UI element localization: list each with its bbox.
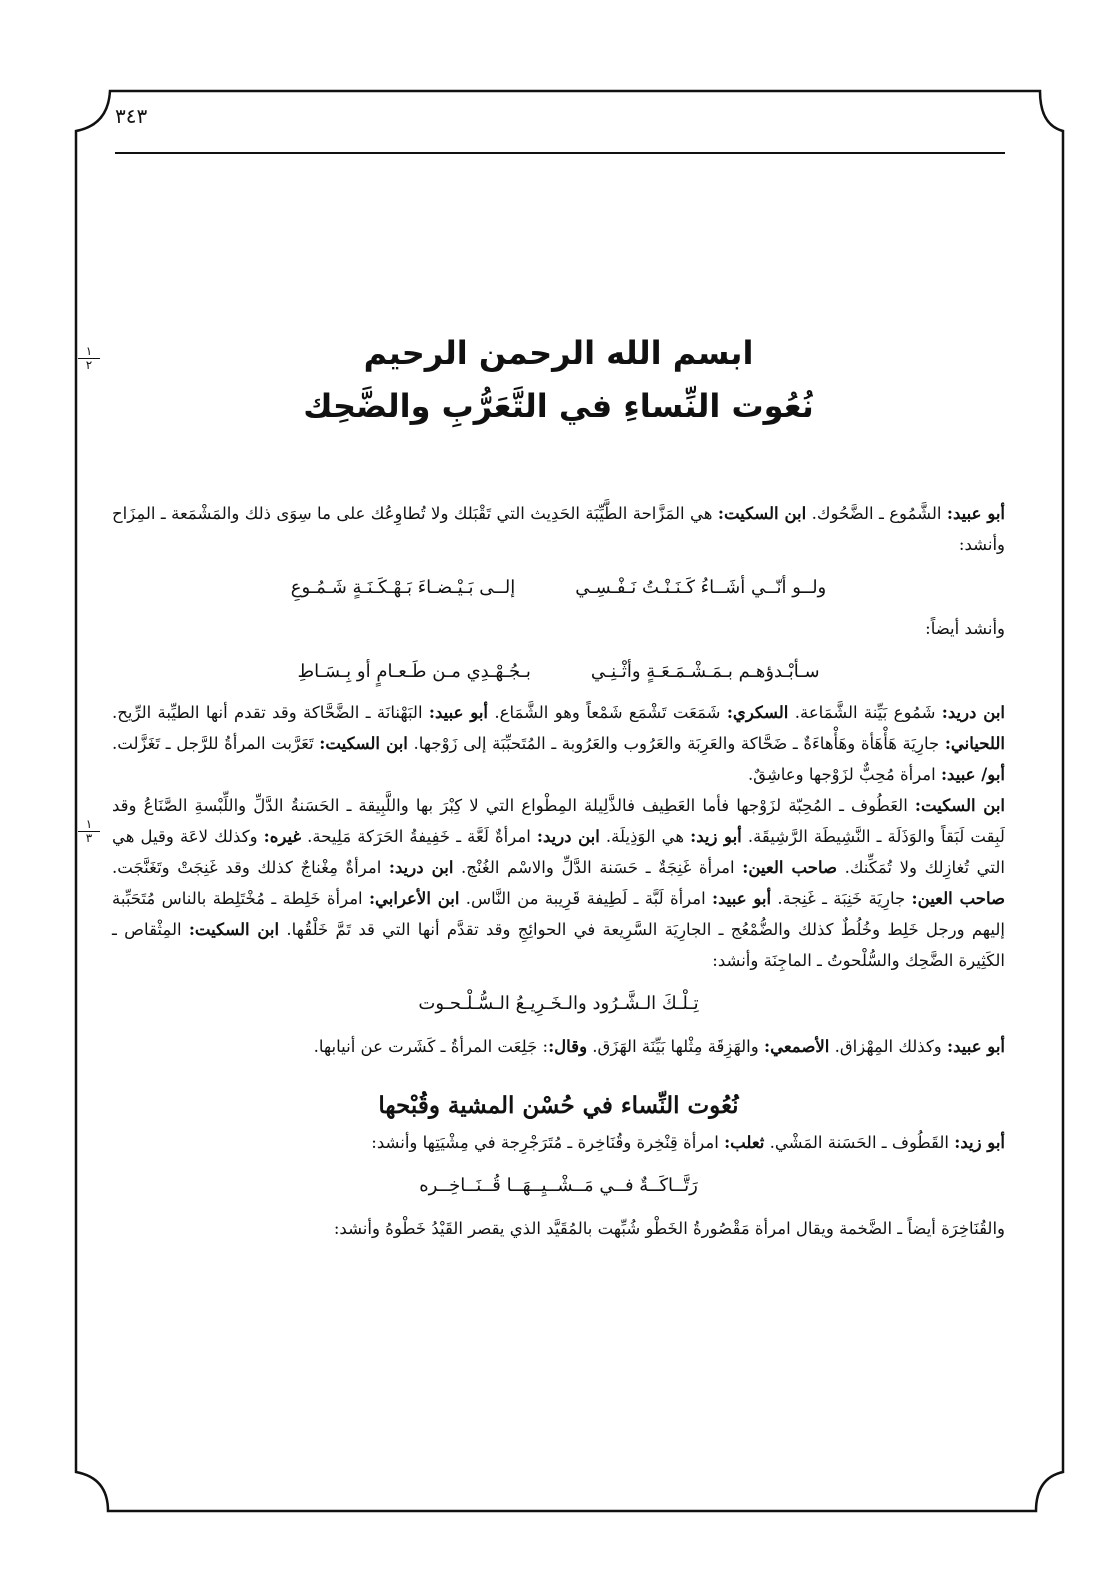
speaker-name: ابن دريد:: [536, 827, 600, 846]
verse-second-hemistich: إلــى بَـيْـضـاءَ بَـهْـكَـنَـةٍ شَـمُـوعِ: [290, 577, 516, 598]
entry-text: وكذلك لاعَة وقيل هي التي تُغازِلك ولا تُمَكِّنك.: [112, 827, 1006, 877]
speaker-name: ابن السكيت:: [188, 920, 280, 939]
speaker-name: غيره:: [263, 827, 302, 846]
entry-text: القَطُوف ـ الحَسَنة المَشْي.: [764, 1133, 955, 1152]
verse-4: رَتَّــاكَــةٌ فــي مَــشْــيِــهَــا قُــنَــاخِــره: [419, 1175, 698, 1196]
paragraph-2: وأنشد أيضاً:: [925, 619, 1005, 638]
section-subheading: نُعُوت النِّساء في حُسْن المشية وقُبْحها: [378, 1092, 739, 1119]
speaker-name: أبو عبيد:: [946, 504, 1006, 523]
entry-text: العَطُوف ـ المُحِبّة لزَوْجها فأما العَطِيف فالذَّلِيلة المِطْواع التي لا كِبْرَ بها واللَّبِيقة ـ الحَسَنةُ الدَّلِّ واللِّبْسةِ الصَّنَاعُ وقد لَبِقت لَبَقاً والوَذَلَة ـ النَّشِيطَة الرَّشِيقَة.: [112, 796, 1005, 846]
verse-first-hemistich: سـأبْـدؤهـم بـمَـشْـمَـعَـةٍ وأثْـنِـي: [590, 661, 820, 682]
entry-text: امرأة غَنِجَةٌ ـ حَسَنة الدَّلِّ والاسْم الغُنْج.: [453, 858, 743, 877]
entry-text: شَمَعَت تَشْمَع شَمْعاً وهو الشَّمَاع.: [488, 703, 727, 722]
speaker-name: أبو عبيد:: [428, 703, 488, 722]
paragraph-4: [112, 1031, 1005, 1062]
entry-text: جارِيَة خَنِبَة ـ غَنِجة.: [771, 889, 912, 908]
entry-text: وكذلك المِهْزاق.: [829, 1037, 947, 1056]
speaker-name: السكري:: [726, 703, 789, 722]
margin-mark-1: [74, 345, 104, 372]
speaker-name: أبو زيد:: [690, 827, 742, 846]
speaker-name: أبو عبيد:: [947, 1037, 1005, 1056]
speaker-name: ابن دريد:: [941, 703, 1005, 722]
header-rule: [115, 152, 1005, 154]
entry-text: المِثْقاص ـ الكَثِيرة الضَّحِك والسُّلْحوتُ ـ الماجِنَة وأنشد:: [112, 920, 1005, 970]
verse-2: [112, 656, 1005, 687]
entry-text: امرأة مُحِبٌّ لزَوْجها وعاشِقٌ.: [747, 765, 941, 784]
speaker-name: وقال:: [548, 1037, 588, 1056]
entry-text: شَمُوع بَيِّنة الشَّمَاعة.: [788, 703, 942, 722]
margin-mark-numerator: ١: [85, 344, 93, 358]
speaker-name: الأصمعي:: [763, 1037, 830, 1056]
entry-text: امرأة خَلِطة ـ مُخْتَلِطة بالناس مُتَحَبِّبة إليهم ورجل خَلِط وخُلُطٌ كذلك والضُّمْعُج ـ الجارِيَة السَّرِيعة في الحوائِجِ وقد تقدَّم أنها التي قد تَمَّ خَلْقُها.: [112, 889, 1006, 939]
speaker-name: أبو زيد:: [954, 1133, 1005, 1152]
paragraph-6: والقُنَاخِرَة أيضاً ـ الضَّخمة ويقال امرأة مَقْصُورةُ الخَطْو شُبِّهت بالمُقَيَّد الذي يقصر القَيْدُ خَطْوهُ وأنشد:: [333, 1219, 1005, 1238]
bismillah-line: ابسم الله الرحمن الرحيم: [363, 334, 754, 372]
speaker-name: ابن السكيت:: [914, 796, 1005, 815]
speaker-name: أبو/ عبيد:: [940, 765, 1005, 784]
speaker-name: ثعلب:: [724, 1133, 765, 1152]
body-text: [112, 498, 1005, 1244]
margin-mark-2: [74, 818, 104, 845]
chapter-heading: [120, 328, 997, 434]
speaker-name: صاحب العين:: [911, 889, 1006, 908]
speaker-name: ابن الأعرابي:: [368, 889, 460, 908]
margin-mark-denominator: ٣: [85, 831, 93, 845]
verse-second-hemistich: بـجُـهْـدِي مـن طَـعـامٍ أو بِـسَـاطِ: [297, 661, 531, 682]
speaker-name: ابن السكيت:: [717, 504, 807, 523]
entry-text: امرأةٌ مِغْناجٌ كذلك وقد غَنِجَتْ وتَغَنَّجَت.: [112, 858, 389, 877]
page-number: ٣٤٣: [115, 104, 148, 128]
paragraph-3: [112, 697, 1005, 976]
speaker-name: اللحياني:: [944, 734, 1005, 753]
margin-mark-denominator: ٢: [85, 358, 93, 372]
entry-text: امرأة لَبَّة ـ لَطِيفة قَرِيبة من النَّاس.: [459, 889, 713, 908]
entry-text: البَهْنانَة ـ الضَّحَّاكة وقد تقدم أنها الطيِّبة الرِّيح.: [112, 703, 429, 722]
entry-text: تَعَرَّبت المرأةُ للرَّجل ـ تَغَزَّلت.: [112, 734, 320, 753]
entry-text: امرأةٌ لَعَّة ـ خَفِيفةُ الحَرَكة مَلِيحة.: [301, 827, 537, 846]
paragraph-1: [112, 498, 1005, 560]
speaker-name: ابن دريد:: [388, 858, 454, 877]
verse-1: [112, 572, 1005, 603]
entry-text: الشَّمُوع ـ الضَّحُوك.: [806, 504, 947, 523]
speaker-name: ابن السكيت:: [319, 734, 408, 753]
speaker-name: صاحب العين:: [742, 858, 837, 877]
speaker-name: أبو عبيد:: [712, 889, 772, 908]
paragraph-5: [112, 1127, 1005, 1158]
entry-text: هي الوَذِيلَة.: [599, 827, 691, 846]
verse-first-hemistich: ولــو أنّــي أشَــاءُ كَـنَـنْـتُ نَـفْـسِـي: [575, 577, 827, 598]
verse-3: تِـلْـكَ الـشَّـرُود والـخَـرِيـعُ الـسُّـلْـحـوت: [418, 993, 699, 1014]
margin-mark-numerator: ١: [85, 817, 93, 831]
entry-text: جارِيَة هَأْهَأة وهَأْهاءَةٌ ـ ضَحَّاكة والعَرِبَة والعَرُوب والعَرُوبة ـ المُتَحبِّبَة إلى زَوْجها.: [407, 734, 945, 753]
entry-text: : جَلِعَت المرأةُ ـ كَشَرت عن أنيابها.: [313, 1037, 549, 1056]
entry-text: هي المَزَّاحة الطَّيِّبَة الحَدِيث التي تَقْبَلك ولا تُطاوِعُك على ما سِوَى ذلك والمَشْمَعة ـ المِزَاح وأنشد:: [112, 504, 1005, 554]
entry-text: والهَزِقَة مِثْلها بَيِّنَة الهَزَق.: [587, 1037, 764, 1056]
chapter-title: نُعُوت النِّساءِ في التَّعَرُّبِ والضَّحِك: [303, 387, 814, 425]
entry-text: امرأة قِنْخِرة وقُنَاخِرة ـ مُتَرَجْرِجة في مِشْيَتِها وأنشد:: [371, 1133, 725, 1152]
